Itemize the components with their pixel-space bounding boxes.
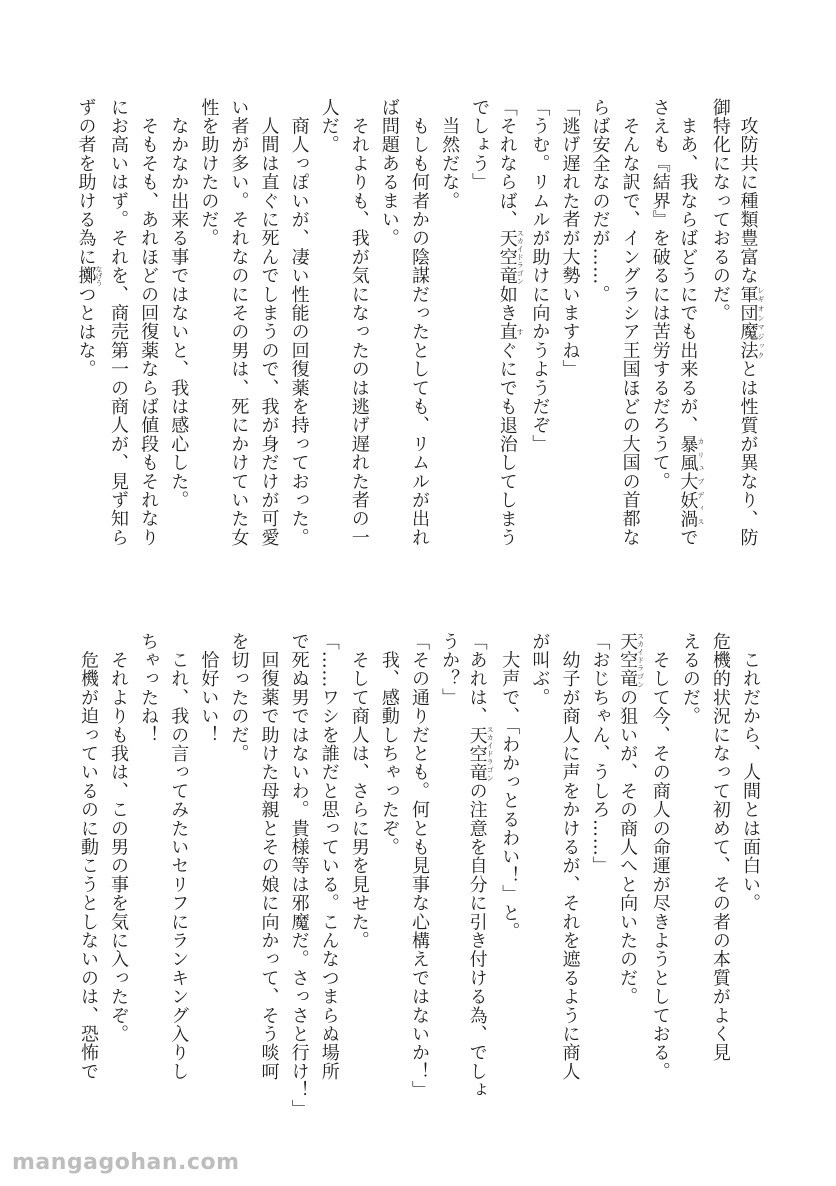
text-column	[284, 98, 314, 550]
text-column	[675, 632, 705, 1084]
text-run: で死ぬ男ではないわ。貴様等は邪魔だ。さっさと行け！」	[288, 632, 310, 1119]
text-run: 「おじちゃん、うしろ……」	[589, 632, 611, 876]
text-column	[404, 98, 434, 550]
text-column	[554, 98, 584, 550]
text-run: そして今、その商人の命運が尽きようとしておる。	[649, 632, 671, 1081]
text-run: 幼子が商人に声をかけるが、それを遮るように商人	[559, 632, 581, 1081]
text-run: これだから、人間とは面白い。	[740, 632, 761, 913]
text-column	[133, 98, 163, 550]
text-run: それよりも我は、この男の事を気に入ったぞ。	[108, 632, 130, 1044]
text-run: とは性質が異なり、防	[737, 359, 759, 547]
text-column	[494, 632, 524, 1084]
text-column	[554, 632, 584, 1084]
text-run: えるのだ。	[679, 632, 701, 726]
text-column	[494, 98, 524, 550]
ruby-word	[496, 322, 525, 342]
text-run: ずの者を助ける為に	[75, 98, 97, 267]
ruby-base: 天空竜	[617, 632, 639, 689]
text-column	[645, 632, 675, 1084]
text-run: を切ったのだ。	[228, 632, 250, 763]
text-run: 我、感動しちゃったぞ。	[378, 632, 400, 857]
text-run: まあ、我ならばどうにでも出来るが、	[677, 98, 699, 435]
text-column	[314, 632, 344, 1084]
text-run: もしも何者かの陰謀だったとしても、リムルが出れ	[408, 98, 430, 547]
text-run: 当然だな。	[439, 98, 461, 211]
text-run: 回復薬で助けた母親とその娘に向かって、そう啖呵	[258, 632, 280, 1081]
text-column	[344, 98, 374, 550]
ruby-base: 軍団魔法	[737, 285, 759, 360]
text-column	[524, 632, 554, 1084]
text-column	[163, 632, 193, 1084]
text-column	[223, 632, 253, 1084]
text-run: 性を助けたのだ。	[198, 98, 220, 248]
text-column	[584, 632, 614, 1084]
text-run: 人だ。	[318, 98, 340, 155]
text-run: 「逃げ遅れた者が大勢いますね」	[559, 98, 581, 379]
text-column	[103, 98, 133, 550]
text-run: 「その通りだとも。何とも見事な心構えではないか！」	[408, 632, 430, 1100]
ruby-word	[737, 285, 765, 360]
text-column	[223, 98, 253, 550]
text-run: そして商人は、さらに男を見せた。	[348, 632, 370, 950]
text-run: 「……ワシを誰だと思っている。こんなつまらぬ場所	[318, 632, 340, 1081]
text-run: 攻防共に種類豊富な	[737, 98, 759, 285]
text-run: 人間は直ぐに死んでしまうので、我が身だけが可愛	[258, 98, 280, 547]
text-run: なかなか出来る事ではないと、我は感心した。	[168, 98, 190, 510]
ruby-reading: なげう	[94, 265, 103, 287]
ruby-base: 天空竜	[466, 725, 488, 782]
text-column	[524, 98, 554, 550]
text-run: の狙いが、その商人へと向いたのだ。	[617, 688, 639, 1007]
ruby-base: 天空竜	[496, 228, 518, 286]
text-column	[374, 98, 404, 550]
text-run: 危機が迫っているのに動こうとしないのは、恐怖で	[77, 632, 99, 1081]
ruby-word	[466, 725, 495, 782]
text-column	[103, 632, 133, 1084]
text-column	[615, 632, 645, 1084]
text-run: が叫ぶ。	[529, 632, 551, 707]
text-column	[705, 98, 735, 550]
text-column	[705, 632, 735, 1084]
text-block-top	[72, 98, 765, 550]
text-run: ぐにでも退治してしまう	[496, 341, 518, 547]
text-run: つとはな。	[75, 285, 97, 379]
text-run: 商人っぽいが、凄い性能の回復薬を持っておった。	[288, 98, 310, 547]
text-column	[735, 98, 765, 550]
text-column	[404, 632, 434, 1100]
text-column	[73, 632, 103, 1084]
text-column	[284, 632, 314, 1119]
ruby-word	[617, 632, 645, 689]
text-run: で	[677, 528, 699, 547]
text-column	[344, 632, 374, 1084]
text-column	[584, 98, 614, 550]
ruby-base: 擲	[75, 265, 97, 287]
ruby-word	[496, 228, 525, 286]
text-run: さえも『結界』を破るには苦労するだろうて。	[649, 98, 671, 491]
text-run: 「うむ。リムルが助けに向かうようだぞ」	[529, 98, 551, 454]
text-column	[675, 98, 705, 550]
text-run: うか？」	[439, 632, 461, 707]
text-run: 「それならば、	[496, 98, 518, 229]
text-run: でしょう」	[469, 98, 491, 192]
text-column	[735, 632, 765, 1084]
text-column	[464, 98, 494, 550]
text-run: ちゃったね！	[138, 632, 160, 745]
text-run: これ、我の言ってみたいセリフにランキング入りし	[168, 632, 190, 1081]
ruby-word	[75, 265, 103, 287]
text-run: にお高いはず。それを、商売第一の商人が、見ず知ら	[108, 98, 130, 547]
text-run: 「あれは、	[466, 632, 488, 726]
text-column	[645, 98, 675, 550]
text-run: 恰好いい！	[198, 632, 220, 745]
text-run: の注意を自分に引き付ける為、でしょ	[466, 781, 488, 1100]
site-watermark: mangagohan.com	[12, 1150, 240, 1175]
ruby-word	[677, 434, 705, 529]
text-column	[193, 632, 223, 1084]
ruby-reading: スカイドラゴン	[516, 228, 525, 285]
text-run: い者が多い。それなのにその男は、死にかけていた女	[228, 98, 250, 547]
text-run: 大声で、「わかっとるわい！」と。	[499, 632, 521, 941]
text-column	[73, 98, 103, 550]
text-run: 如き	[496, 285, 518, 323]
text-run: 危機的状況になって初めて、その者の本質がよく見	[709, 632, 731, 1063]
ruby-reading: スカイドラゴン	[486, 725, 495, 782]
text-column	[314, 98, 344, 550]
text-column	[163, 98, 193, 550]
text-column	[193, 98, 223, 550]
text-column	[374, 632, 404, 1084]
text-column	[253, 632, 283, 1084]
ruby-reading: スカイドラゴン	[636, 632, 645, 689]
text-run: 御特化になっておるのだ。	[709, 98, 731, 323]
text-run: ば問題あるまい。	[378, 98, 400, 248]
ruby-base: 直	[496, 322, 518, 342]
ruby-reading: カリュブディス	[696, 434, 705, 529]
ruby-base: 暴風大妖渦	[677, 434, 699, 529]
text-column	[133, 632, 163, 1084]
text-run: そもそも、あれほどの回復薬ならば値段もそれなり	[138, 98, 160, 547]
text-run: それよりも、我が気になったのは逃げ遅れた者の一	[348, 98, 370, 547]
text-run: らば安全なのだが……。	[589, 98, 611, 304]
ruby-reading: す	[516, 322, 525, 342]
text-column	[615, 98, 645, 550]
text-column	[434, 98, 464, 550]
ruby-reading: レギオンマジック	[757, 285, 765, 360]
text-column	[253, 98, 283, 550]
text-column	[464, 632, 495, 1100]
text-column	[434, 632, 464, 1084]
text-run: そんな訳で、イングラシア王国ほどの大国の首都な	[619, 98, 641, 547]
text-block-bottom	[72, 632, 765, 1119]
